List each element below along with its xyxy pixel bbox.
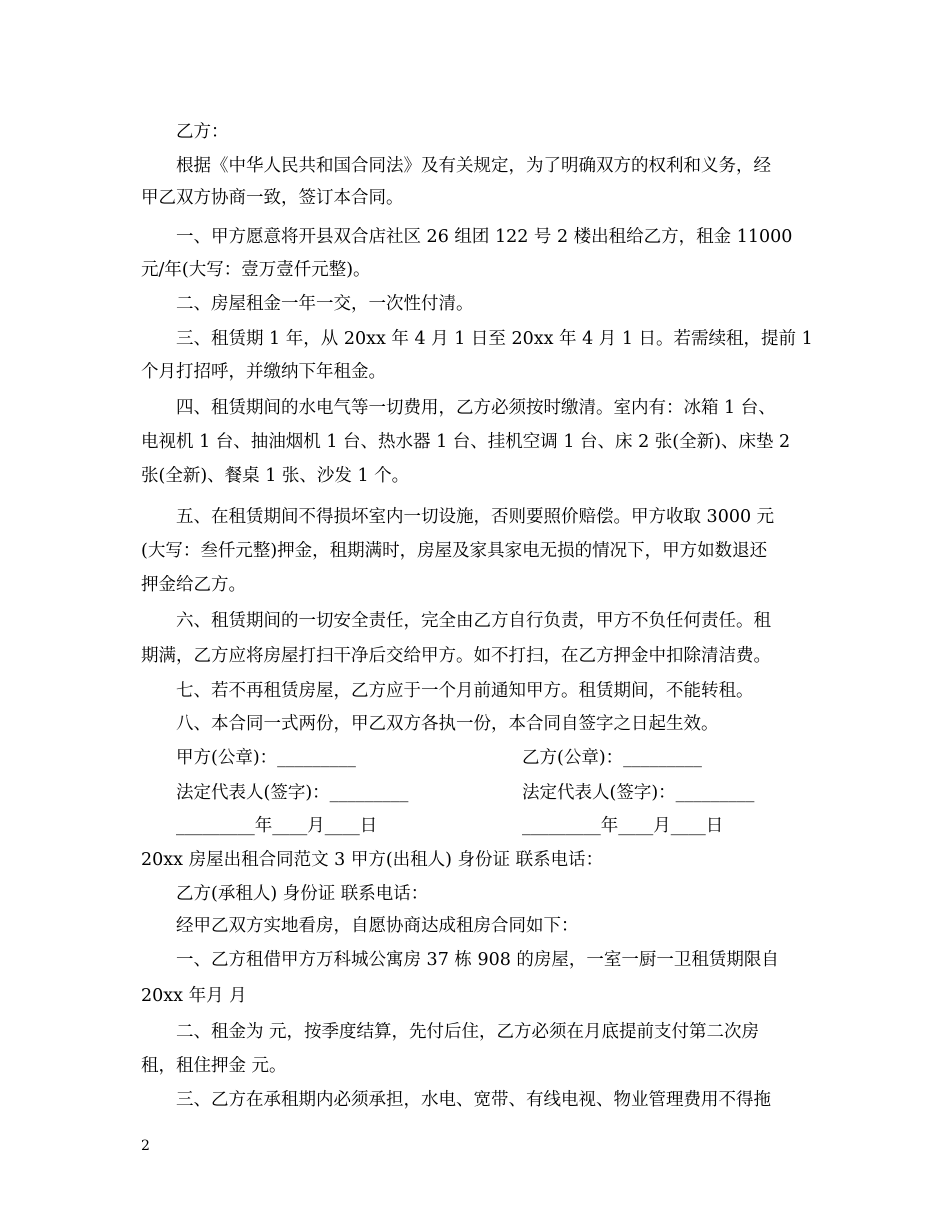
page-number: 2 <box>141 1138 150 1154</box>
party-a-seal-field: 甲方(公章)：_________ <box>176 748 356 768</box>
text-line: 期满，乙方应将房屋打扫干净后交给甲方。如不打扫，在乙方押金中扣除清洁费。 <box>141 646 771 666</box>
text-line: 租，租住押金 元。 <box>141 1056 287 1076</box>
text-line: 二、租金为 元，按季度结算，先付后住，乙方必须在月底提前支付第二次房 <box>176 1022 760 1042</box>
text-line: 个月打招呼，并缴纳下年租金。 <box>141 362 386 382</box>
text-line: 三、乙方在承租期内必须承担，水电、宽带、有线电视、物业管理费用不得拖 <box>176 1090 771 1110</box>
text-line: 元/年(大写：壹万壹仟元整)。 <box>141 260 371 280</box>
text-line: 甲乙双方协商一致，签订本合同。 <box>141 188 404 208</box>
party-a-date-field: _________年____月____日 <box>176 816 378 836</box>
text-line: (大写：叁仟元整)押金，租期满时，房屋及家具家电无损的情况下，甲方如数退还 <box>141 541 768 561</box>
text-line: 张(全新)、餐桌 1 张、沙发 1 个。 <box>141 466 410 486</box>
text-line: 四、租赁期间的水电气等一切费用，乙方必须按时缴清。室内有：冰箱 1 台、 <box>176 398 776 418</box>
text-line: 根据《中华人民共和国合同法》及有关规定，为了明确双方的权利和义务，经 <box>176 156 771 176</box>
text-line: 三、租赁期 1 年，从 20xx 年 4 月 1 日至 20xx 年 4 月 1 日。若需续租，提前 1 <box>176 329 813 349</box>
party-b-seal-field: 乙方(公章)：_________ <box>522 748 702 768</box>
text-line: 七、若不再租赁房屋，乙方应于一个月前通知甲方。租赁期间，不能转租。 <box>176 681 754 701</box>
party-a-rep-field: 法定代表人(签字)：_________ <box>176 783 409 803</box>
text-line: 20xx 年月 月 <box>141 986 247 1006</box>
text-line: 一、甲方愿意将开县双合店社区 26 组团 122 号 2 楼出租给乙方，租金 11000 <box>176 227 793 247</box>
text-line: 乙方(承租人) 身份证 联系电话： <box>176 884 429 904</box>
text-line: 五、在租赁期间不得损坏室内一切设施，否则要照价赔偿。甲方收取 3000 元 <box>176 507 775 527</box>
text-line: 押金给乙方。 <box>141 575 246 595</box>
text-line: 乙方： <box>176 122 229 142</box>
text-line: 一、乙方租借甲方万科城公寓房 37 栋 908 的房屋，一室一厨一卫租赁期限自 <box>176 950 779 970</box>
text-line: 六、租赁期间的一切安全责任，完全由乙方自行负责，甲方不负任何责任。租 <box>176 611 771 631</box>
text-line: 电视机 1 台、抽油烟机 1 台、热水器 1 台、挂机空调 1 台、床 2 张(全新)、床垫 2 <box>141 432 791 452</box>
text-line: 八、本合同一式两份，甲乙双方各执一份，本合同自签字之日起生效。 <box>176 714 719 734</box>
party-b-date-field: _________年____月____日 <box>522 816 724 836</box>
party-b-rep-field: 法定代表人(签字)：_________ <box>522 783 755 803</box>
text-line: 经甲乙双方实地看房，自愿协商达成租房合同如下： <box>176 916 579 936</box>
section-heading: 20xx 房屋出租合同范文 3 甲方(出租人) 身份证 联系电话： <box>141 850 604 870</box>
text-line: 二、房屋租金一年一交，一次性付清。 <box>176 294 474 314</box>
